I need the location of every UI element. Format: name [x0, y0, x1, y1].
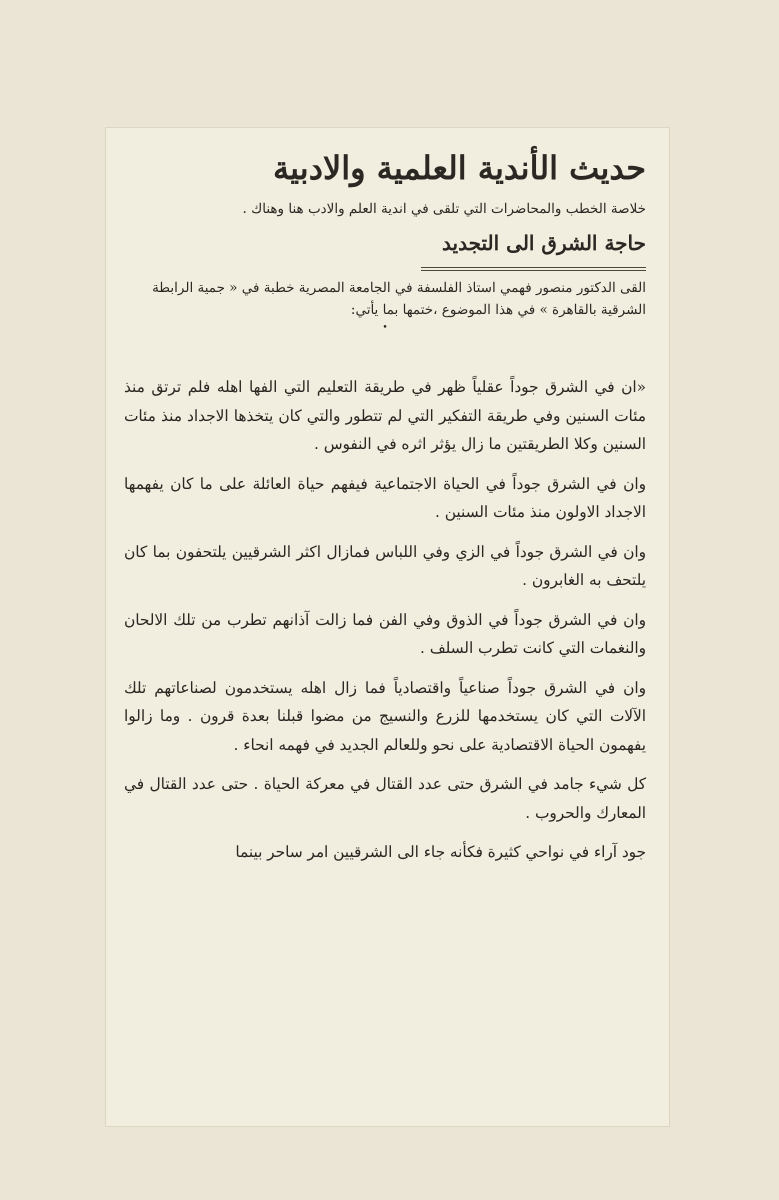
- paragraph-6: كل شيء جامد في الشرق حتى عدد القتال في معركة الحياة . حتى عدد القتال في المعارك والحروب .: [124, 775, 646, 822]
- paragraph-4: وان في الشرق جوداً في الذوق وفي الفن فما زالت آذانهم تطرب من تلك الالحان والنغمات التي كانت تطرب السلف .: [124, 610, 646, 657]
- double-rule-divider: [421, 267, 646, 271]
- article: [124, 142, 646, 867]
- paragraph-1: «ان في الشرق جوداً عقلياً ظهر في طريقة التعليم التي الفها اهله فلم ترتق منذ مئات السنين وفي طريقة التفكير التي لم تتطور والتي كان يتخذها الاجداد منذ مئات السنين وكلا الطريقتين ما زال يؤثر اثره في النفوس .: [124, 378, 646, 453]
- separator-dot: •: [382, 323, 388, 333]
- section-title: حاجة الشرق الى التجديد: [442, 231, 646, 255]
- article-title: حديث الأندية العلمية والادبية: [272, 149, 646, 187]
- paragraph-2: وان في الشرق جوداً في الحياة الاجتماعية فيفهم حياة العائلة على ما كان يفهمها الاجداد الاولون منذ مئات السنين .: [124, 474, 646, 521]
- article-subtitle: خلاصة الخطب والمحاضرات التي تلقى في اندية العلم والادب هنا وهناك .: [242, 201, 646, 217]
- rule-line-top: [421, 267, 646, 268]
- intro-paragraph: القى الدكتور منصور فهمي استاذ الفلسفة في الجامعة المصرية خطبة في « جمية الرابطة الشرقية بالقاهرة » في هذا الموضوع ،ختمها بما يأتي:: [152, 280, 646, 318]
- article-body: [124, 373, 646, 867]
- paragraph-7: جود آراء في نواحي كثيرة فكأنه جاء الى الشرقيين امر ساحر بينما: [235, 843, 646, 861]
- paragraph-3: وان في الشرق جوداً في الزي وفي اللباس فمازال اكثر الشرقيين يلتحفون بما كان يلتحف به الغابرون .: [124, 542, 646, 589]
- paragraph-5: وان في الشرق جوداً صناعياً واقتصادياً فما زال اهله يستخدمون لصناعاتهم تلك الآلات التي كان يستخدمها للزرع والنسيج من مضوا قبلنا بعدة قرون . وما زالوا يفهمون الحياة الاقتصادية على نحو وللعالم الجديد في فهمه انحاء .: [124, 678, 646, 754]
- rule-line-bottom: [421, 270, 646, 271]
